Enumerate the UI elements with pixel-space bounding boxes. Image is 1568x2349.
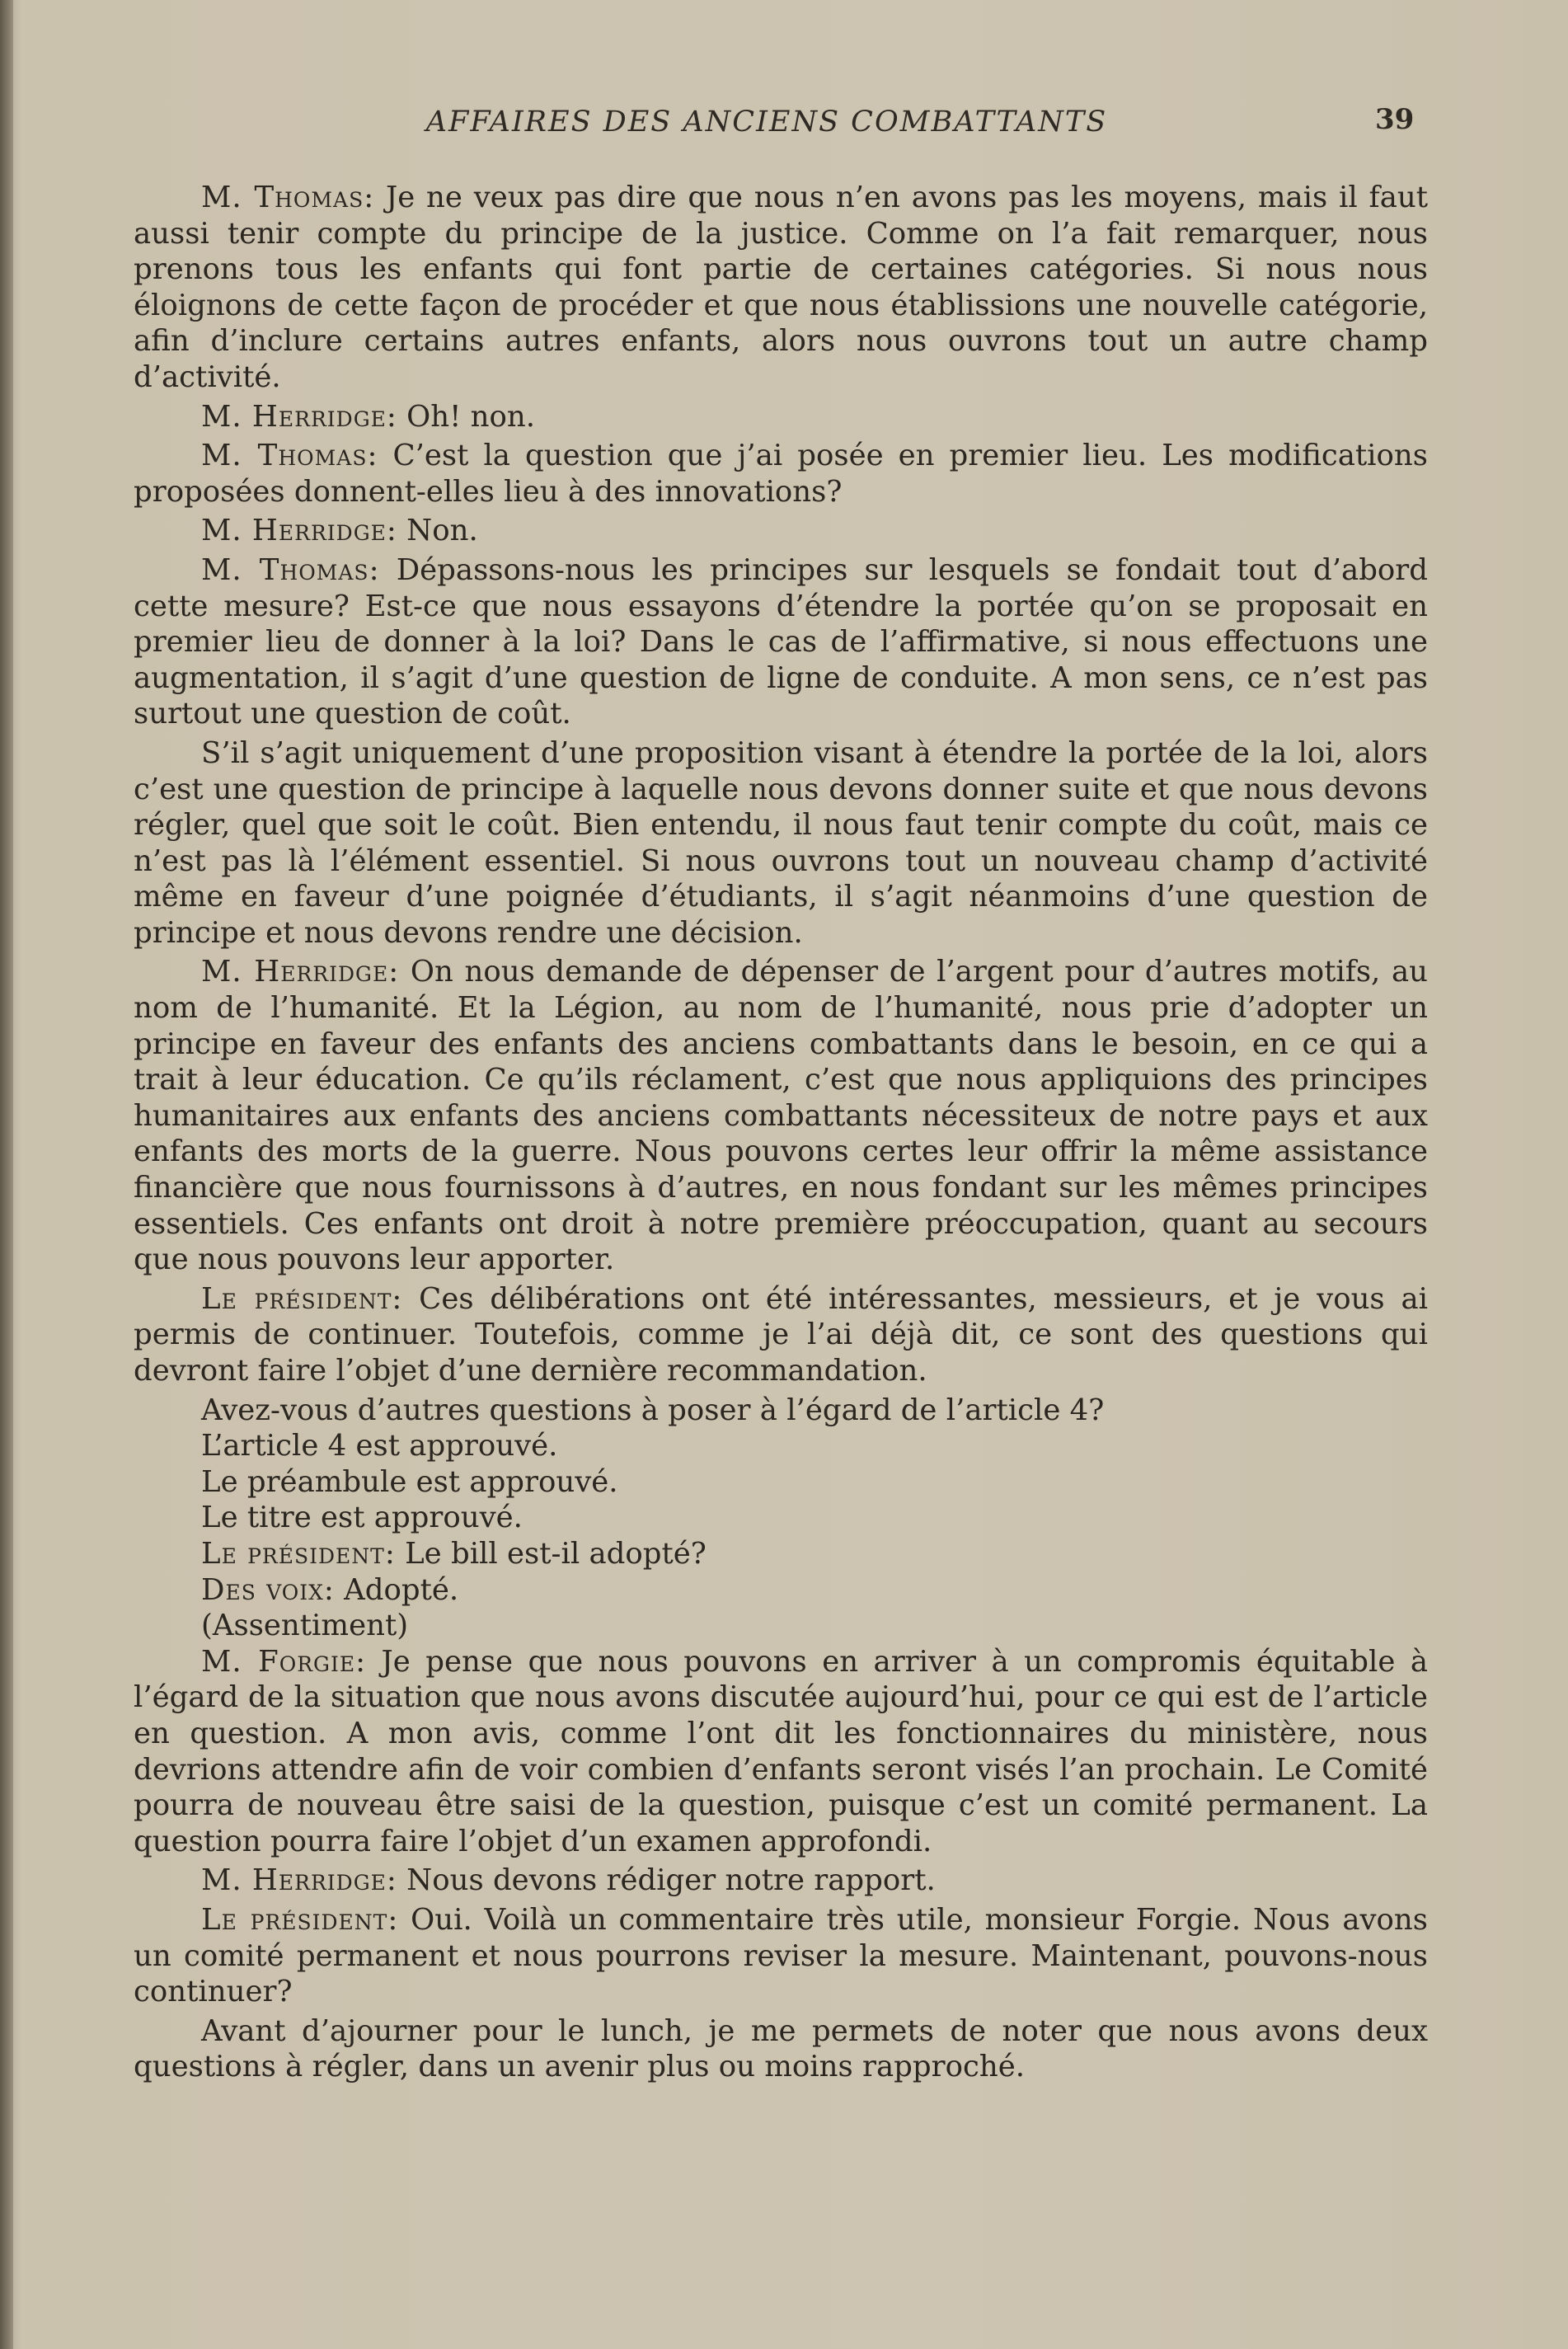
speaker-name: M. Thomas: xyxy=(201,181,375,214)
paragraph xyxy=(134,1644,1428,1860)
line-text: L’article 4 est approuvé. xyxy=(201,1429,558,1463)
paragraph xyxy=(134,399,1428,435)
paragraph xyxy=(134,513,1428,549)
short-line xyxy=(201,1464,1428,1501)
short-line xyxy=(201,1428,1428,1464)
page-number: 39 xyxy=(1375,103,1415,136)
line-text: Avez-vous d’autres questions à poser à l’égard de l’article 4? xyxy=(201,1393,1105,1427)
paragraph-text: Ces délibérations ont été intéressantes, messieurs, et je vous ai permis de continuer. Toutefois, comme je l’ai déjà dit, ce sont des questions qui devront faire l’objet d’une dernière recommandation. xyxy=(134,1281,1428,1388)
paragraph-text: On nous demande de dépenser de l’argent pour d’autres motifs, au nom de l’humanité. Et la Légion, au nom de l’humanité, nous prie d’adopter un principe en faveur des enfants des anciens combattants dans le besoin, en ce qui a trait à leur éducation. Ce qu’ils réclament, c’est que nous appliquions des principes humanitaires aux enfants des anciens combattants nécessiteux de notre pays et aux enfants des morts de la guerre. Nous pouvons certes leur offrir la même assistance financière que nous fournissons à d’autres, en nous fondant sur les mêmes principes essentiels. Ces enfants ont droit à notre première préoccupation, quant au secours que nous pouvons leur apporter. xyxy=(134,955,1429,1277)
speaker-name: M. Thomas: xyxy=(201,552,380,587)
speaker-name: Le président: xyxy=(201,1281,403,1316)
short-line xyxy=(201,1393,1428,1429)
paragraph xyxy=(134,735,1428,951)
paragraph-text: Non. xyxy=(397,514,478,548)
paragraph-text: Dépassons-nous les principes sur lesquels se fondait tout d’abord cette mesure? Est-ce que nous essayons d’étendre la portée qu’on se proposait en premier lieu de donner à la loi? Dans le cas de l’affirmative, si nous effectuons une augmentation, il s’agit d’une question de ligne de conduite. A mon sens, ce n’est pas surtout une question de coût. xyxy=(134,552,1428,731)
paragraph xyxy=(134,1902,1428,2010)
paragraph-text: Je pense que nous pouvons en arriver à un compromis équitable à l’égard de la situation que nous avons discutée aujourd’hui, pour ce qui est de l’article en question. A mon avis, comme l’ont dit les fonctionnaires du ministère, nous devrions attendre afin de voir combien d’enfants seront visés l’an prochain. Le Comité pourra de nouveau être saisi de la question, puisque c’est un comité permanent. La question pourra faire l’objet d’un examen approfondi. xyxy=(134,1644,1428,1858)
paragraph-text: Oui. Voilà un commentaire très utile, monsieur Forgie. Nous avons un comité permanent et nous pourrons reviser la mesure. Maintenant, pouvons-nous continuer? xyxy=(134,1902,1428,2009)
paragraph xyxy=(134,1863,1428,1899)
speaker-name: Des voix: xyxy=(201,1572,335,1607)
line-text: Le bill est-il adopté? xyxy=(395,1536,707,1571)
short-line xyxy=(201,1572,1428,1609)
short-line xyxy=(201,1608,1428,1644)
paragraph-text: C’est la question que j’ai posée en premier lieu. Les modifications proposées donnent-elles lieu à des innovations? xyxy=(134,439,1428,509)
paragraph xyxy=(134,1281,1428,1389)
paragraph-text: Avant d’ajourner pour le lunch, je me permets de noter que nous avons deux questions à régler, dans un avenir plus ou moins rapproché. xyxy=(134,2013,1428,2084)
paragraph xyxy=(134,2013,1428,2085)
paragraph-text: Nous devons rédiger notre rapport. xyxy=(397,1863,936,1898)
short-line xyxy=(201,1500,1428,1536)
line-text: Adopté. xyxy=(334,1572,459,1607)
speaker-name: Le président: xyxy=(201,1902,399,1937)
speaker-name: M. Thomas: xyxy=(201,439,378,473)
paragraph xyxy=(134,552,1428,732)
speaker-name: Le président: xyxy=(201,1536,396,1571)
speaker-name: M. Herridge: xyxy=(201,1863,397,1898)
speaker-name: M. Herridge: xyxy=(201,399,397,434)
paragraph-text: S’il s’agit uniquement d’une proposition visant à étendre la portée de la loi, alors c’est une question de principe à laquelle nous devons donner suite et que nous devons régler, quel que soit le coût. Bien entendu, il nous faut tenir compte du coût, mais ce n’est pas là l’élément essentiel. Si nous ouvrons tout un nouveau champ d’activité même en faveur d’une poignée d’étudiants, il s’agit néanmoins d’une question de principe et nous devons rendre une décision. xyxy=(134,735,1428,950)
speaker-name: M. Herridge: xyxy=(201,955,400,989)
book-spine-shadow xyxy=(0,0,13,2349)
page-body xyxy=(134,180,1428,2088)
running-title: AFFAIRES DES ANCIENS COMBATTANTS xyxy=(425,106,1108,139)
speaker-name: M. Herridge: xyxy=(201,514,397,548)
paragraph-text: Je ne veux pas dire que nous n’en avons pas les moyens, mais il faut aussi tenir compte du principe de la justice. Comme on l’a fait remarquer, nous prenons tous les enfants qui font partie de certaines catégories. Si nous nous éloignons de cette façon de procéder et que nous établissions une nouvelle catégorie, afin d’inclure certains autres enfants, alors nous ouvrons tout un autre champ d’activité. xyxy=(134,181,1428,394)
line-text: Le titre est approuvé. xyxy=(201,1501,523,1535)
speaker-name: M. Forgie: xyxy=(201,1644,367,1679)
paragraph xyxy=(134,438,1428,510)
paragraph-text: Oh! non. xyxy=(397,399,536,434)
line-text: (Assentiment) xyxy=(201,1609,409,1643)
paragraph xyxy=(134,954,1428,1277)
paragraph xyxy=(134,180,1428,396)
line-text: Le préambule est approuvé. xyxy=(201,1464,618,1499)
short-line xyxy=(201,1536,1428,1572)
